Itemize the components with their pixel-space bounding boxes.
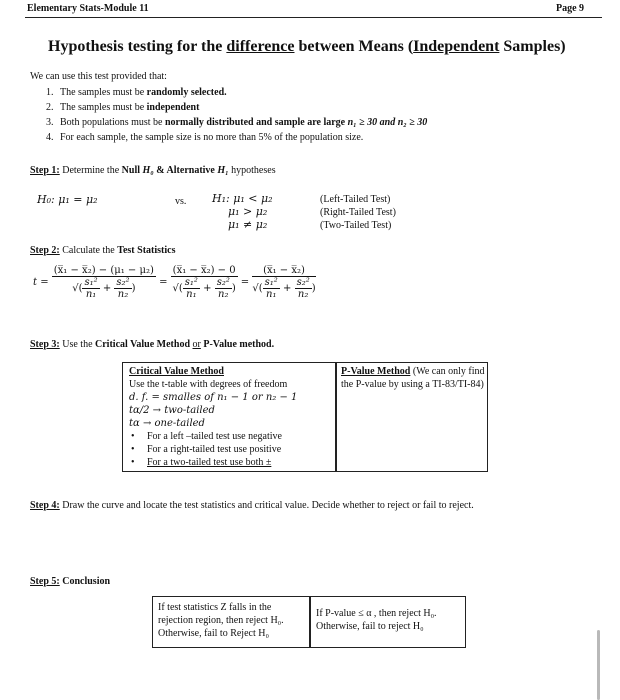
step2-text: Calculate the (59, 245, 118, 256)
step4-text (30, 499, 610, 512)
formula-numerator: (x̅₁ − x̅₂) − (μ₁ − μ₂) (53, 265, 154, 276)
step1-alternative-word: Alternative (166, 165, 215, 176)
formula-s1-squared: s₁² (184, 277, 198, 288)
condition-number: 2. (46, 102, 54, 113)
p-value-heading: P-Value Method (341, 366, 411, 377)
conclusion-p-value-line: If P-value ≤ α , then reject H₀. (316, 608, 437, 619)
condition-bold: normally distributed and sample are large (165, 117, 346, 128)
title-part: Hypothesis testing for the (48, 38, 227, 55)
step4-label: Step 4: (30, 500, 60, 511)
tail-label-left: (Left-Tailed Test) (320, 194, 391, 205)
conclusion-p-value-box (310, 596, 466, 648)
critical-value-bullets (129, 430, 333, 469)
condition-item (46, 101, 606, 116)
formula-numerator: (x̅₁ − x̅₂) − 0 (172, 265, 236, 276)
formula-radical: √( $\frac{\text{s₁²}}{\text{n₁}}$ + $\frac{\text{s₂²}}{\text{n₂}}$ ) (72, 277, 136, 300)
step1-heading (30, 164, 276, 177)
condition-bold: independent (146, 102, 200, 113)
alt-hypothesis-left: H₁: μ₁ < μ₂ (212, 192, 273, 205)
step1-text: Determine the (59, 165, 122, 176)
formula-n2: n₂ (218, 289, 229, 300)
p-value-text: (We can only find the P-value by using a TI-83/TI-84) (341, 366, 485, 390)
step1-label: Step 1: (30, 165, 60, 176)
step5-heading (30, 575, 110, 588)
step3-or: or (192, 339, 201, 350)
conditions-list (46, 86, 606, 146)
title-underlined-difference: difference (226, 38, 295, 55)
condition-number: 3. (46, 117, 54, 128)
formula-fraction-2 (171, 265, 238, 300)
step3-label: Step 3: (30, 339, 60, 350)
versus-label: vs. (175, 196, 187, 207)
conclusion-critical-line: Otherwise, fail to Reject H₀ (158, 628, 269, 639)
step1-text: hypotheses (228, 165, 276, 176)
conclusion-critical-line: If test statistics Z falls in the (158, 602, 272, 613)
header-page-number: Page 9 (556, 3, 585, 14)
scrollbar[interactable] (597, 630, 600, 700)
formula-n1: n₁ (266, 289, 277, 300)
formula-s1-squared: s₁² (84, 277, 98, 288)
condition-text: For each sample, the sample size is no more than 5% of the population size. (60, 132, 364, 143)
step1-null-word: Null (121, 165, 140, 176)
critical-value-heading: Critical Value Method (129, 366, 224, 377)
intro-text: We can use this test provided that: (30, 71, 167, 82)
page-title (48, 38, 566, 56)
tail-labels (320, 193, 396, 232)
formula-t: t = (33, 277, 49, 288)
critical-value-content (129, 365, 333, 469)
step1-h0-symbol: H₀ (140, 165, 154, 176)
title-part: Samples) (499, 38, 566, 55)
formula-s2-squared: s₂² (216, 277, 230, 288)
header-module-title: Elementary Stats-Module 11 (27, 3, 149, 14)
condition-text: Both populations must be (60, 117, 165, 128)
title-part: between Means ( (294, 38, 414, 55)
formula-plus: + (283, 283, 292, 294)
step3-critical-value-method: Critical Value Method (95, 339, 191, 350)
step2-heading (30, 244, 175, 257)
formula-numerator: (x̅₁ − x̅₂) (252, 265, 315, 277)
step3-heading (30, 338, 274, 351)
formula-plus: + (102, 283, 112, 294)
null-hypothesis: H₀: μ₁ = μ₂ (37, 193, 98, 206)
step5-conclusion: Conclusion (59, 576, 111, 587)
condition-text: The samples must be (60, 102, 147, 113)
step1-h1-symbol: H₁ (214, 165, 229, 176)
formula-plus: + (203, 283, 212, 294)
conclusion-p-value-text (316, 607, 464, 633)
formula-radical: √( $\frac{\text{s₁²}}{\text{n₁}}$ + $\frac{\text{s₂²}}{\text{n₂}}$ ) (172, 277, 236, 300)
formula-s2-squared: s₂² (116, 277, 130, 288)
condition-item (46, 86, 606, 101)
formula-equals: = (159, 277, 168, 288)
conclusion-critical-text (158, 601, 308, 640)
p-value-box (336, 362, 488, 472)
tail-label-two: (Two-Tailed Test) (320, 220, 392, 231)
conclusion-p-value-line: Otherwise, fail to reject H₀ (316, 621, 424, 632)
conclusion-critical-line: rejection region, then reject H₀. (158, 615, 284, 626)
condition-number: 4. (46, 132, 54, 143)
formula-equals: = (240, 277, 250, 288)
condition-number: 1. (46, 87, 54, 98)
critical-value-dof-text: Use the t-table with degrees of freedom (129, 379, 288, 390)
alt-hypothesis-right: μ₁ > μ₂ (228, 205, 268, 218)
p-value-content (341, 365, 485, 391)
condition-bold: randomly selected. (146, 87, 227, 98)
tail-label-right: (Right-Tailed Test) (320, 207, 396, 218)
step2-label: Step 2: (30, 245, 60, 256)
critical-value-dof-formula: d. f. = smalles of n₁ − 1 or n₂ − 1 (129, 392, 298, 403)
formula-n2: n₂ (297, 289, 309, 300)
bullet-right-tailed: • For a right-tailed test use positive (129, 443, 333, 456)
bullet-left-tailed: • For a left –tailed test use negative (129, 430, 333, 443)
bullet-two-tailed: • For a two-tailed test use both ± (129, 456, 333, 469)
formula-s1-squared: s₁² (264, 277, 278, 288)
step4-description: Draw the curve and locate the test statistics and critical value. Decide whether to reject or fail to reject. (59, 500, 474, 511)
test-statistic-formula (33, 265, 316, 300)
step3-text: Use the (59, 339, 96, 350)
condition-sample-size-rule: n₁ ≥ 30 and n₂ ≥ 30 (345, 117, 428, 128)
formula-fraction-3 (252, 265, 315, 300)
condition-text: The samples must be (60, 87, 147, 98)
formula-radical: √( $\frac{\text{s₁²}}{\text{n₁}}$ + $\frac{\text{s₂²}}{\text{n₂}}$ ) (252, 277, 316, 300)
alt-hypothesis-two: μ₁ ≠ μ₂ (228, 218, 268, 231)
formula-n1: n₁ (186, 289, 197, 300)
formula-n1: n₁ (85, 289, 97, 300)
title-underlined-independent: Independent (413, 38, 500, 55)
header-rule (25, 17, 602, 18)
critical-value-one-tailed: tα → one-tailed (129, 418, 205, 429)
critical-value-two-tailed: tα/2 → two-tailed (129, 405, 215, 416)
step3-p-value-method: P-Value method. (203, 339, 275, 350)
condition-item (46, 116, 606, 131)
step5-label: Step 5: (30, 576, 60, 587)
conclusion-critical-box (152, 596, 310, 648)
formula-s2-squared: s₂² (296, 277, 310, 288)
step2-bold: Test Statistics (117, 245, 176, 256)
step1-ampersand: & (153, 165, 167, 176)
condition-item (46, 131, 606, 146)
alternative-hypotheses (212, 192, 273, 231)
formula-n2: n₂ (117, 289, 129, 300)
formula-fraction-1 (52, 265, 156, 300)
critical-value-box (122, 362, 336, 472)
